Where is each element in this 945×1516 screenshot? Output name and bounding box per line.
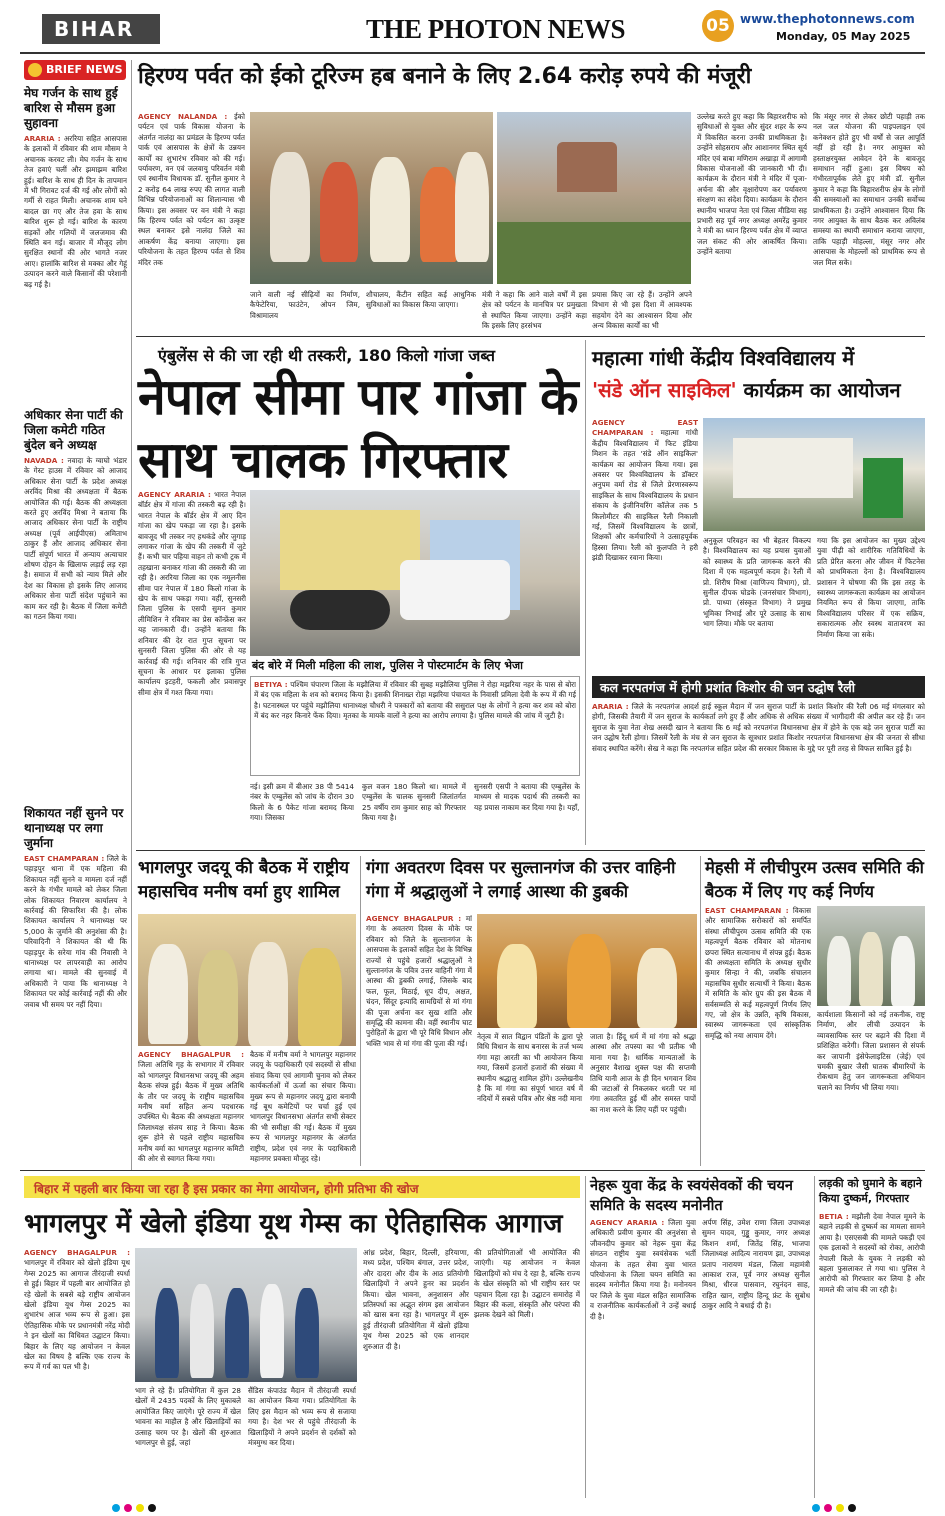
mehsi-col1: EAST CHAMPARAN : विकास और सामाजिक सरोकारों को समर्पित संस्था लीचीपुरम उत्सव समिति की एक महत्वपूर्ण बैठक रविवार को मोतनाथ छपरा स्थित सत्यानाथ में संपन्न हुई। बैठक की अध्यक्षता समिति के अध्यक्ष सुधीर कुमार सिन्हा ने की, जबकि संचालन महासचिव सुधीर सत्यार्थी ने किया। बैठक में समिति के कोर ग्रुप की इस बैठक में सर्वसम्मति से कई महत्वपूर्ण निर्णय लिए गए, जो क्षेत्र के उन्नति, कृषि विकास, स्वास्थ्य जागरूकता एवं सांस्कृतिक समृद्धि को नया आयाम देंगे। [705,906,811,1040]
ganga-col2: नेतृत्व में सात विद्वान पंडितों के द्वारा पूरे विधि विधान के साथ बनारस के तर्ज भव्य गंगा महा आरती का भी आयोजन किया गया, जिसमें हजारों हजारों की संख्या में स्थानीय श्रद्धालु शामिल होंगे। उल्लेखनीय है कि मां गंगा का संपूर्ण भारत वर्ष में नदियों में सबसे पवित्र और श्रेष्ठ नदी माना [477,1032,583,1104]
top-story-headline: हिरण्य पर्वत को ईको टूरिज्म हब बनाने के लिए 2.64 करोड़ रुपये की मंजूरी [138,64,752,89]
section-rule [136,850,925,851]
brief-item-body: अररिया सहित आसपास के इलाकों में रविवार की शाम मौसम ने अचानक करवट ली। मेघ गर्जन के साथ तेज हवाएं चलीं और झमाझम बारिश हुई। बारिश के साथ ही दिन के तापमान में भी गिरावट दर्ज की गई और लोगों को गर्मी से राहत मिली। अचानक शाम घने बादल छा गए और तेज हवा के साथ बारिश शुरू हो गई। बारिश के कारण सड़कों और गलियों में जलजमाव की स्थिति बन गई। बाजार में मौजूद लोग सुरक्षित स्थानों की ओर भागते नजर आए। हालांकि बारिश से मक्का और गेहूं उत्पादन करने वाले किसानों की परेशानी बढ़ गई है। [24,134,127,289]
khelo-col2: भाग ले रहे हैं। प्रतियोगिता में कुल 28 खेलों में 2435 पदकों के लिए मुकाबले आयोजित किए जाएंगे। पूरे राज्य में खेल भावना का माहौल है और खिलाड़ियों का उत्साह चरम पर है। खेलों की शुरुआत भागलपुर से हुई, जहां [135,1386,241,1448]
section-rule [20,1170,925,1171]
section-tag [42,14,160,44]
brief-news-tag [24,60,126,80]
page-number-text: 05 [706,16,730,36]
mehsi-headline: मेहसी में लीचीपुरम उत्सव समिति की बैठक में लिए गए कई निर्णय [705,858,924,901]
brief-item-title: मेघ गर्जन के साथ हुई बारिश से मौसम हुआ सुहावना [24,86,118,130]
top-story-col3: शौचालय, कैंटीन सहित कई आधुनिक सुविधाओं का विकास किया जाएगा। [366,290,476,310]
column-divider [700,856,701,1166]
ganga-headline: गंगा अवतरण दिवस पर सुल्तानगंज की उत्तर वाहिनी गंगा में श्रद्धालुओं ने लगाई आस्था की डुबकी [366,858,676,901]
gandhi-headline-quote: 'संडे ऑन साइकिल' [592,378,737,402]
ganja-col2: नई। इसी क्रम में बीआर 38 पी 5414 नंबर के एम्बुलेंस को जांच के दौरान 30 किलो के 6 पैकेट गांजा बरामद किया गया। जिसका [250,782,354,823]
crime-headline: लड़की को घुमाने के बहाने किया दुष्कर्म, गिरफ्तार [819,1177,922,1205]
brief-item-1 [24,86,127,346]
top-story-col2: जाने वाली नई सीढ़ियों का निर्माण, कैफेटेरिया, फाउंटेन, ओपन जिम, विश्रामालय [250,290,360,320]
pk-headline: कल नरपतगंज में होगी प्रशांत किशोर की जन उद्घोष रैली [600,680,855,695]
header-rule [20,52,925,54]
top-story-col5: प्रयास किए जा रहे हैं। उन्होंने अपने विभाग से भी इस दिशा में आवश्यक सहयोग देने का आश्वासन दिया और अन्य विकास कार्यों का भी [592,290,692,330]
ganga-col1: AGENCY BHAGALPUR : मां गंगा के अवतरण दिवस के मौके पर रविवार को जिले के सुल्तानगंज के आसपास के इलाकों सहित देश के विभिन्न राज्यों से पहुंचे हजारों श्रद्धालुओं ने सुल्तानगंज के पवित्र उत्तर वाहिनी गंगा में आस्था की डुबकी लगाई, जिसके बाद फल, फूल, मिठाई, धूप दीप, अक्षत, चंदन, सिंदूर इत्यादि सामग्रियों से मां गंगा की पूजा अर्चना कर सुख शांति और समृद्धि की कामना की। वहीं स्थानीय घाट पुरोहितों के द्वारा भी पूरे विधि विधान और भक्ति भाव से मां गंगा की पूजा की गई। [366,914,472,1048]
website[interactable]: www.thephotonnews.com [740,12,915,26]
gandhi-headline-line1: महात्मा गांधी केंद्रीय विश्वविद्यालय में [592,346,855,370]
gandhi-col3: गया कि इस आयोजन का मुख्य उद्देश्य युवा पीढ़ी को शारीरिक गतिविधियों के प्रति प्रेरित करना और जीवन में फिटनेस को प्राथमिकता देना है। विश्वविद्यालय प्रशासन ने घोषणा की कि इस तरह के स्वास्थ्य जागरूकता कार्यक्रम का आयोजन नियमित रूप से किया जाएगा, ताकि विश्वविद्यालय परिसर में एक सक्रिय, सकारात्मक और स्वस्थ वातावरण का निर्माण किया जा सके। [817,536,925,639]
ganja-col3: कुल वजन 180 किलो था। मामले में एम्बुलेंस के चालक सुनसरी जिलांतर्गत 25 वर्षीय राम कुमार साह को गिरफ्तार किया गया है। [362,782,466,823]
jdu-headline: भागलपुर जदयू की बैठक में राष्ट्रीय महासचिव मनीष वर्मा हुए शामिल [138,858,349,902]
section-label: BIHAR [54,17,135,41]
ganga-photo [477,914,697,1028]
ganja-photo [250,490,580,656]
ganja-photo-caption: BETIYA : पश्चिम चंपारण जिला के मझौलिया में रविवार की सुबह मझौलिया पुलिस ने रोहा मझरिया नहर के पास से बोरा में बंद एक महिला के शव को बरामद किया है। इसकी शिनाख्त रोहा मझरिया पंचायत के निवासी प्रमिला देवी के रूप में की गई है। घटनास्थल पर पहुंचे मझौलिया थानाध्यक्ष चौधरी ने पत्रकारों को बताया की ससुराल पक्ष के लोगों ने हत्या कर शव को बोरा में बंद कर नहर किनारे फेंक दिया। मृतका के मायके वालों ने हत्या का आरोप लगाया है। पुलिस मामले की जांच में जुटी है। [250,676,580,776]
gandhi-col1: AGENCY EAST CHAMPARAN : महात्मा गांधी केंद्रीय विश्वविद्यालय में फिट इंडिया मिशन के तहत 'संडे ऑन साइकिल' कार्यक्रम का आयोजन किया गया। इस अवसर पर विश्वविद्यालय के डॉक्टर अनुपम वर्मा रोड से जिले प्रेरणास्वरूप साइकिल के साथ विश्वविद्यालय के प्रधान संकाय के इंजीनियरिंग कॉलेज तक 5 किलोमीटर की साइकिल रैली निकाली गई, जिसमें विश्वविद्यालय के छात्रों, शिक्षकों और कर्मचारियों ने उत्साहपूर्वक हिस्सा लिया। रैली को कुलपति ने हरी झंडी दिखाकर रवाना किया। [592,418,698,563]
ganja-photo-caption-title: बंद बोरे में मिली महिला की लाश, पुलिस ने पोस्टमार्टम के लिए भेजा [252,659,524,672]
khelo-col3: सैंडिस कंपाउंड मैदान में तीरंदाजी स्पर्धा का आयोजन किया गया। प्रतियोगिता के लिए इस मैदान को भव्य रूप से सजाया गया है। देश भर से पहुंचे तीरंदाजी के खिलाड़ियों ने अपने प्रदर्शन से दर्शकों को मंत्रमुग्ध कर दिया। [248,1386,356,1448]
ganga-col3: जाता है। हिंदू धर्म में मां गंगा को श्रद्धा आस्था और तपस्या का भी प्रतीक भी माना गया है। धार्मिक मान्यताओं के अनुसार वैशाख शुक्ल पक्ष की सप्तमी तिथि यानी आज के ही दिन भगवान शिव की जटाओं से निकलकर धरती पर मां गंगा अवतरित हुई थीं और समस्त पापों का नाश करने के लिए यहीं पर पहुंची। [590,1032,696,1114]
khelo-banner-text: बिहार में पहली बार किया जा रहा है इस प्रकार का मेगा आयोजन, होगी प्रतिभा की खोज [34,1182,419,1196]
mehsi-photo [817,906,925,1006]
masthead: THE PHOTON NEWS [366,14,626,44]
gandhi-col2: अनुकूल परिवहन का भी बेहतर विकल्प है। विश्वविद्यालय का यह प्रयास युवाओं को स्वास्थ्य के प्रति जागरूक करने की दिशा में एक महत्वपूर्ण कदम है। रैली में प्रो. शिरीष मिश्रा (वाणिज्य विभाग), प्रो. सुनील दीपक घोडके (जनसंचार विभाग), प्रो. पाध्या (संस्कृत विभाग) ने प्रमुख भूमिका निभाई और पूरे उत्साह के साथ भाग लिया। मौके पर बताया [703,536,811,629]
top-story-photo-2 [497,112,691,284]
pk-headline-bar [592,676,925,698]
khelo-col4: आंध्र प्रदेश, बिहार, दिल्ली, हरियाणा, मध्य प्रदेश, पश्चिम बंगाल, उत्तर प्रदेश, और दादरा और दीव के आठ प्रतियोगी खिलाड़ियों ने अपने हुनर का प्रदर्शन किया। खेल भावना, अनुशासन और प्रतिस्पर्धा का अद्भुत संगम इस आयोजन को खास बना रहा है। भागलपुर में शुरू हुई तीरंदाजी प्रतियोगिता में खेलो इंडिया यूथ गेम्स 2025 को एक शानदार शुरुआत दी है। [363,1248,469,1351]
nyk-headline: नेहरू युवा केंद्र के स्वयंसेवकों की चयन समिति के सदस्य मनोनीत [590,1178,793,1214]
pk-body: ARARIA : जिले के नरपतगंज आदर्श हाई स्कूल मैदान में जन सुराज पार्टी के प्रशांत किशोर की रैली 06 मई मंगलवार को होगी, जिसकी तैयारी में जन सुराज के कार्यकर्ता लगे हुए हैं और अधिक से अधिक संख्या में भागीदारी की अपील कर रहे हैं। जन सुराज के युवा नेता शेख असदी खान ने बताया कि 6 मई को नरपतगंज विधानसभा क्षेत्र में होने के एक बड़े जन सुराज पार्टी का जन उद्घोष रैली होगा। जिसमें रैली के मंच से जन सुराज के सूत्रधार प्रशांत किशोर नरपतगंज विधानसभा क्षेत्र की जनता से सीधा संवाद स्थापित करेंगे। सेख ने कहा कि नरपतगंज सहित प्रदेश की सरकार विकास के मुद्दे पर पूरी तरह से विफल साबित हुई है। [592,702,925,753]
top-story-photo-1 [250,112,493,284]
brief-news-label: BRIEF NEWS [46,63,123,76]
brief-item-body: जिले के पहाड़पुर थाना में एक महिला की शिकायत नहीं सुनने व मामला दर्ज नहीं करने के गंभीर मामले को लेकर जिला लोक शिकायत निवारण कार्यालय ने कार्रवाई की सिफारिश की है। लोक शिकायत कार्यालय ने थानाध्यक्ष पर 5,000 के जुर्माने की अनुशंसा की है। परिवादिनी ने शिकायत की थी कि पहाड़पुर के सरेया गांव की निवासी ने थानाध्यक्ष पर लापरवाही का आरोप लगाया था। मामले की सुनवाई में अधिकारी ने पाया कि थानाध्यक्ष ने शिकायत पर कोई कार्रवाई नहीं की और जवाब भी समय पर नहीं दिया। [24,854,127,1009]
jdu-photo [138,914,356,1046]
jdu-col1: AGENCY BHAGALPUR : जिला अतिथि गृह के सभागार में रविवार को भागलपुर विधानसभा जदयू की अहम बैठक संपन्न हुई। बैठक में मुख्य अतिथि के तौर पर जदयू के राष्ट्रीय महासचिव मनीष वर्मा सहित अन्य पदधारक उपस्थित थे। बैठक की अध्यक्षता महानगर जिलाध्यक्ष संजय साह ने किया। बैठक शुरू होने से पहले राष्ट्रीय महासचिव मनीष वर्मा का भागलपुर महानगर कमिटी की ओर से स्वागत किया गया। [138,1050,244,1164]
brief-item-title: शिकायत नहीं सुनने पर थानाध्यक्ष पर लगा जुर्माना [24,806,124,850]
khelo-col5: की प्रतियोगिताओं भी आयोजित की जाएंगी। यह आयोजन न केवल खिलाड़ियों को मंच दे रहा है, बल्कि राज्य के खेल संस्कृति को भी राष्ट्रीय स्तर पर पहचान दिला रहा है। उद्घाटन समारोह में बिहार की कला, संस्कृति और परंपरा की झलक देखने को मिली। [474,1248,580,1320]
column-divider [814,1176,815,1498]
mehsi-col2: कार्यशाला किसानों को नई तकनीक, राष्ट्र निर्माण, और लीची उत्पादन के व्यावसायिक स्तर पर बढ़ाने की दिशा में प्रशिक्षित करेगी। जिला प्रशासन से संपर्क कर जापानी इंसेफेलाइटिस (जेई) एवं चमकी बुखार जैसी घातक बीमारियों के रोकथाम हेतु जन जागरूकता अभियान चलाने का निर्णय भी लिया गया। [817,1010,925,1092]
khelo-headline: भागलपुर में खेलो इंडिया यूथ गेम्स का ऐतिहासिक आगाज [24,1209,563,1239]
ganja-kicker: एंबुलेंस से की जा रही थी तस्करी, 180 किलो गांजा जब्त [158,346,496,365]
nyk-col2: अर्पण सिंह, उमेश राणा जिला उपाध्यक्ष सुमन यादव, गुड्डू कुमार, नगर अध्यक्ष किशन शर्मा, जितेंद्र सिंह, भाजपा जिलाध्यक्ष आदित्य नारायण झा, उपाध्यक्ष प्रताप नारायण मंडल, जिला महामंत्री आकाश राज, पूर्व नगर अध्यक्ष सुनील मिश्रा, धीरज पासवान, रघुनंदन साह, राहित खान, राष्ट्रीय हिन्दू फ्रंट के सुबोध ठाकुर आदि ने बधाई दी है। [702,1218,810,1311]
brief-item-body: नवादा के ग्वाघो भंडार के गेस्ट हाउस में रविवार को आजाद अधिकार सेना पार्टी के प्रदेश अध्यक्ष अरविंद मिश्रा की अध्यक्षता में बैठक आयोजित की गई। बैठक की अध्यक्षता करते हुए अरविंद मिश्रा ने बताया कि आजाद अधिकार सेना पार्टी के राष्ट्रीय अध्यक्ष (पूर्व आईपीएस) अमिताभ ठाकुर हैं और आजाद अधिकार सेना पार्टी संपूर्ण भारत में अन्याय अत्याचार शोषण दोहन के खिलाफ लड़ाई लड़ रहा है। समाज में सभी को न्याय मिले और देश का विकास हो इसके लिए आजाद अधिकार सेना पार्टी संदेश पहुंचाने का काम कर रही है। बैठक में जिला कमेटी का गठन किया गया। [24,456,127,622]
ganja-headline: नेपाल सीमा पार गांजा के साथ चालक गिरफ्तार [138,368,578,489]
column-divider [585,340,586,845]
agency-tag: EAST CHAMPARAN : [24,854,105,863]
agency-tag: NAVADA : [24,456,64,465]
brief-item-2 [24,408,127,818]
khelo-photo [135,1248,357,1382]
khelo-col1: AGENCY BHAGALPUR : भागलपुर में रविवार को खेलो इंडिया यूथ गेम्स 2025 का आगाज तीरंदाजी स्पर्धा से हुई। बिहार में पहली बार आयोजित हो रहे खेलों के सबसे बड़े राष्ट्रीय आयोजन खेलो इंडिया यूथ गेम्स 2025 का शुभारंभ आज भव्य रूप से हुआ। इस ऐतिहासिक मौके पर प्रधानमंत्री नरेंद्र मोदी ने इन खेलों का विधिवत उद्घाटन किया। बिहार के लिए यह आयोजन न केवल खेल का विषय है बल्कि एक राज्य के रूप में गर्व का पल भी है। [24,1248,130,1372]
jdu-col2: बैठक में मनीष वर्मा ने भागलपुर महानगर जदयू के पदाधिकारी एवं सदस्यों से सीधा संवाद किया एवं आगामी चुनाव को लेकर कार्यकर्ताओं में ऊर्जा का संचार किया। मुख्य रूप से महानगर जदयू द्वारा बनायी गई बूथ कमेटियों पर चर्चा हुई एवं भागलपुर विधानसभा अंतर्गत सभी सेक्टर की भी समीक्षा की गई। बैठक में मुख्य रूप से भागलपुर महानगर के अंतर्गत राष्ट्रीय, प्रदेश एवं नगर के पदाधिकारी महानगर प्रवक्ता मौजूद रहे। [250,1050,356,1164]
page-number [702,10,734,42]
column-divider [131,60,132,1170]
ganja-col4: सुनसरी एसपी ने बताया की एम्बुलेंस के माध्यम से मादक पदार्थ की तस्करी का यह प्रयास नाकाम कर दिया गया है। यहाँ, [474,782,580,812]
column-divider [585,1176,586,1498]
brief-item-title: अधिकार सेना पार्टी की जिला कमेटी गठित बुंदेल बने अध्यक्ष [24,408,123,452]
crime-body: BETIA : मझौली देवा नेपाल मूमने के बहाने लड़की से दुष्कर्म का मामला सामने आया है। एसएसबी की मामले पकड़ी एवं एक इलाकों ने सदस्यों को रोका, आरोपी नेपाली किले के युवक ने लड़की को बहला फुसलाकर ले गया था। पुलिस ने आरोपी को गिरफ्तार कर लिया है और मामले की जांच की जा रही है। [819,1212,925,1294]
issue-date: Monday, 05 May 2025 [776,30,911,43]
gandhi-headline-rest: कार्यक्रम का आयोजन [743,378,901,402]
top-story-col4: मंत्री ने कहा कि आने वाले वर्षों में इस क्षेत्र को पर्यटन के मानचित्र पर प्रमुखता से स्थापित किया जाएगा। उन्होंने कहा कि इसके लिए हरसंभव [482,290,587,330]
nyk-col1: AGENCY ARARIA : जिला युवा अधिकारी प्रवीण कुमार की अनुशंसा से जीवनदीप कुमार को नेहरू युवा केंद्र संगठन राष्ट्रीय युवा स्वयंसेवक भर्ती योजना के तहत सेवा युवा भारत परियोजना के जिला चयन समिति का सदस्य मनोनीत किया गया है। मनोनयन पर जिले के युवा मंडल सहित सामाजिक व राजनीतिक कार्यकर्ताओं ने उन्हें बधाई दी है। [590,1218,696,1321]
brief-news-icon [28,63,42,77]
column-divider [360,856,361,1166]
top-story-col6: उल्लेख करते हुए कहा कि बिहारशरीफ को सुविधाओं से युक्त और सुंदर शहर के रूप में विकसित करना उनकी प्राथमिकता है। उन्होंने सोहसराय और आशानगर स्थित सूर्य मंदिर एवं बाबा मणिराम अखाड़ा में आगामी विकास योजनाओं की जानकारी भी दी। कार्यक्रम के दौरान मंत्री ने मंदिर में पूजा-अर्चना की और वृक्षारोपण कर पर्यावरण संरक्षण का संदेश दिया। कार्यक्रम के दौरान स्थानीय भाजपा नेता एवं जिला मीडिया सह प्रभारी सह पूर्व नगर अध्यक्ष अमरेंद्र कुमार ने मंत्री का ध्यान हिरण्य पर्वत क्षेत्र में व्याप्त जल संकट की ओर आकर्षित किया। उन्होंने बताया [697,112,807,257]
brief-item-3 [24,806,127,1274]
gandhi-headline-line2 [592,376,925,404]
top-story-col7: कि मंसूर नगर से लेकर छोटी पहाड़ी तक नल जल योजना की पाइपलाइन एवं कनेक्शन होते हुए भी वर्षों से जल आपूर्ति नहीं हो रही है। नगर आयुक्त को हस्ताक्षरयुक्त आवेदन देने के बावजूद समाधान नहीं हुआ। इस विषय को गंभीरतापूर्वक लेते हुए मंत्री डॉ. सुनील कुमार ने कहा कि बिहारशरीफ क्षेत्र के लोगों की समस्याओं का समाधान उनकी सर्वोच्च प्राथमिकता है। उन्होंने आश्वासन दिया कि नगर आयुक्त के साथ बैठक कर अविलंब समस्या का स्थायी समाधान कराया जाएगा, ताकि पहाड़ी मोहल्ला, मंसूर नगर और आसपास के मोहल्लों को प्राथमिक रूप से जल मिल सके। [813,112,925,267]
print-color-marks [112,1504,852,1512]
top-story-col1: AGENCY NALANDA : ईको पर्यटन एवं पार्क विकास योजना के अंतर्गत नालंदा का प्रमंडल के हिरण्य पर्वत पार्क एवं आसपास के क्षेत्रों के उन्नयन कार्यों का शुभारंभ रविवार को की गई। पर्यावरण, वन एवं जलवायु परिवर्तन मंत्री एवं स्थानीय विधायक डॉ. सुनील कुमार ने 2 करोड़ 64 लाख रुपए की लागत वाली विभिन्न परियोजनाओं का शिलान्यास भी किया। इस अवसर पर वन मंत्री ने कहा कि हिरण्य पर्वत को पर्यटन का उत्कृष्ट स्थल बनाकर इसे नालंदा जिले का आकर्षण केंद्र बनाया जाएगा। इस परियोजना के तहत हिरण्य पर्वत से शिव मंदिर तक [138,112,245,267]
ganja-col1: AGENCY ARARIA : भारत नेपाल बॉर्डर क्षेत्र में गांजा की तस्करी बढ़ रही है। भारत नेपाल के बॉर्डर क्षेत्र में आए दिन गांजा का खेप पकड़ा जा रहा है। इसके बावजूद भी तस्कर नए हथकंडे और जुगाड़ लगाकर गांजा के खेप की तस्करी में जुटे हैं। कभी चार पहिया वाहन तो कभी ट्रक में तहखाना बनाकर गांजा की तस्करी की जा रही है। अररिया जिला का एक नमूलनीस सीमा पार नेपाल में 180 किलो गांजा के खेप के साथ पकड़ा गया। वहीं, सुनसरी जिला पुलिस के एसपी सुमन कुमार लीमिशिन ने रविवार का प्रेस कॉन्फ्रेंस कर यह जानकारी दी। उन्होंने बताया कि शनिवार की देर रात गुप्त सूचना पर सुनसरी जिला पुलिस की ओर से यह कार्रवाई की गई। शनिवार की रात्रि गुप्त सूचना के आधार पर इलाका पुलिस कार्यालय इटहरी, फकली और प्रवासपुर सीमा क्षेत्र में गश्त किया गया। [138,490,246,697]
gandhi-photo [703,418,925,531]
agency-tag: ARARIA : [24,134,61,143]
section-rule [136,336,925,337]
khelo-banner [24,1176,580,1198]
